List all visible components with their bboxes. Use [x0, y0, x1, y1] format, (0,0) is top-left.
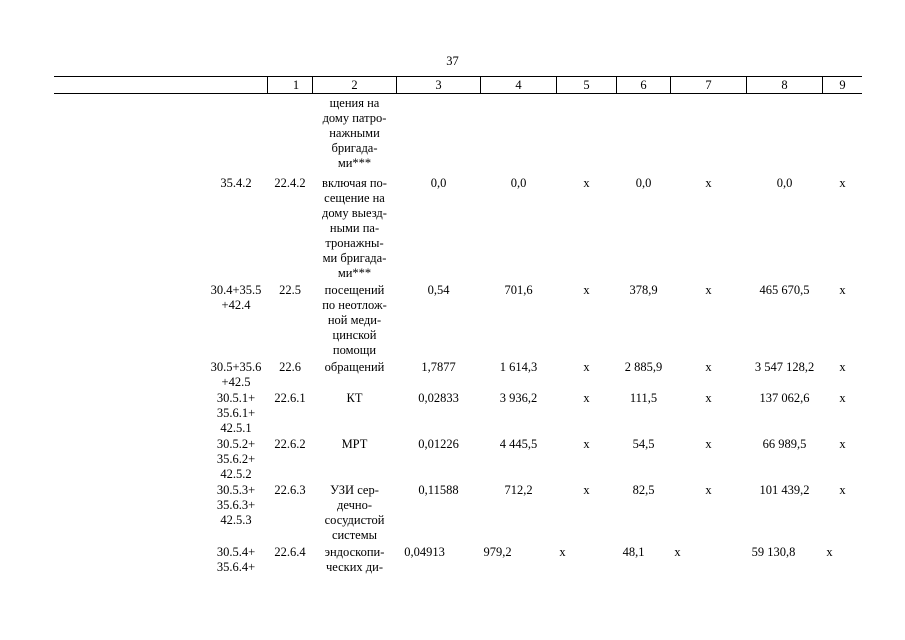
header-col-7: 7	[705, 78, 712, 92]
cell-col-4: 712,2	[504, 483, 533, 497]
row-code: 35.4.2	[220, 176, 252, 190]
continued-row-text: щения на дому патро- нажными бригада- ми***	[322, 96, 387, 170]
cell-col-6: 2 885,9	[624, 360, 663, 374]
row-name: МРТ	[341, 437, 368, 451]
cell-col-7: х	[674, 545, 681, 559]
cell-col-5: х	[583, 283, 590, 297]
row-code: 30.5.3+ 35.6.3+ 42.5.3	[216, 483, 256, 527]
row-code: 30.5.2+ 35.6.2+ 42.5.2	[216, 437, 256, 481]
cell-col-7: х	[705, 283, 712, 297]
cell-col-3: 0,0	[430, 176, 447, 190]
cell-col-3: 0,11588	[418, 483, 459, 497]
row-name: посещений по неотлож- ной меди- цинской помощи	[322, 283, 387, 357]
row-number: 22.6.4	[274, 545, 306, 559]
cell-col-5: х	[583, 391, 590, 405]
row-number: 22.4.2	[274, 176, 306, 190]
table-header-top-border	[54, 76, 862, 77]
row-number: 22.5	[279, 283, 301, 297]
cell-col-3: 0,04913	[404, 545, 445, 559]
row-name: включая по- сещение на дому выезд- ными па- тронажны- ми бригада- ми***	[322, 176, 387, 280]
row-code: 30.5.4+ 35.6.4+	[216, 545, 256, 574]
cell-col-6: 48,1	[622, 545, 645, 559]
cell-col-8: 465 670,5	[759, 283, 810, 297]
header-col-9: 9	[839, 78, 846, 92]
row-number: 22.6.1	[274, 391, 306, 405]
cell-col-6: 82,5	[632, 483, 655, 497]
cell-col-7: х	[705, 176, 712, 190]
cell-col-9: х	[839, 360, 846, 374]
header-col-8: 8	[781, 78, 788, 92]
cell-col-6: 0,0	[635, 176, 652, 190]
cell-col-3: 0,02833	[418, 391, 459, 405]
cell-col-8: 59 130,8	[751, 545, 796, 559]
cell-col-7: х	[705, 360, 712, 374]
cell-col-6: 378,9	[629, 283, 658, 297]
row-number: 22.6	[279, 360, 301, 374]
cell-col-9: х	[839, 483, 846, 497]
cell-col-9: х	[839, 437, 846, 451]
cell-col-7: х	[705, 391, 712, 405]
cell-col-4: 4 445,5	[499, 437, 538, 451]
cell-col-3: 1,7877	[421, 360, 456, 374]
cell-col-9: х	[839, 283, 846, 297]
header-col-6: 6	[640, 78, 647, 92]
header-col-3: 3	[435, 78, 442, 92]
cell-col-5: х	[559, 545, 566, 559]
header-col-4: 4	[515, 78, 522, 92]
row-name: эндоскопи- ческих ди-	[324, 545, 385, 574]
page-number: 37	[446, 54, 459, 68]
cell-col-8: 0,0	[776, 176, 793, 190]
cell-col-4: 979,2	[483, 545, 512, 559]
row-name: обращений	[324, 360, 385, 374]
cell-col-8: 66 989,5	[762, 437, 807, 451]
cell-col-8: 101 439,2	[759, 483, 810, 497]
cell-col-6: 54,5	[632, 437, 655, 451]
row-name: УЗИ сер- дечно- сосудистой системы	[324, 483, 385, 542]
cell-col-9: х	[839, 391, 846, 405]
cell-col-3: 0,54	[427, 283, 450, 297]
cell-col-4: 1 614,3	[499, 360, 538, 374]
cell-col-5: х	[583, 437, 590, 451]
row-code: 30.5+35.6 +42.5	[210, 360, 262, 389]
cell-col-4: 0,0	[510, 176, 527, 190]
cell-col-8: 137 062,6	[759, 391, 810, 405]
cell-col-9: х	[826, 545, 833, 559]
cell-col-5: х	[583, 176, 590, 190]
row-code: 30.4+35.5 +42.4	[210, 283, 262, 312]
header-col-5: 5	[583, 78, 590, 92]
row-number: 22.6.3	[274, 483, 306, 497]
cell-col-7: х	[705, 483, 712, 497]
cell-col-8: 3 547 128,2	[754, 360, 815, 374]
row-name: КТ	[346, 391, 363, 405]
row-code: 30.5.1+ 35.6.1+ 42.5.1	[216, 391, 256, 435]
cell-col-4: 701,6	[504, 283, 533, 297]
row-number: 22.6.2	[274, 437, 306, 451]
cell-col-9: х	[839, 176, 846, 190]
cell-col-7: х	[705, 437, 712, 451]
table-header-bottom-border	[54, 93, 862, 94]
cell-col-6: 111,5	[629, 391, 658, 405]
header-col-2: 2	[351, 78, 358, 92]
cell-col-3: 0,01226	[418, 437, 459, 451]
cell-col-5: х	[583, 360, 590, 374]
cell-col-4: 3 936,2	[499, 391, 538, 405]
header-col-1: 1	[292, 78, 300, 92]
cell-col-5: х	[583, 483, 590, 497]
column-divider	[267, 76, 268, 94]
